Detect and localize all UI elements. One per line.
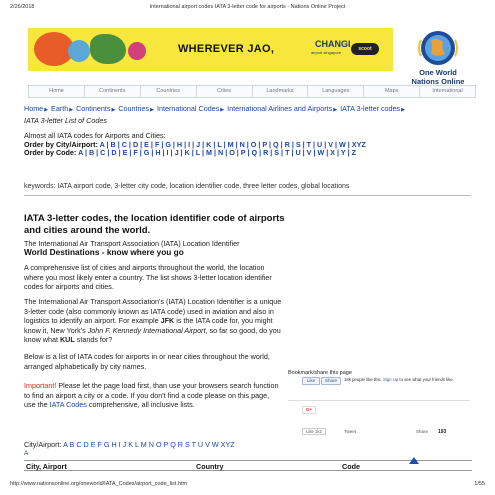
breadcrumb-arrow-icon: ▶ [69,107,74,113]
share-title: Bookmark/share this page [288,370,352,376]
breadcrumb-link[interactable]: Home [24,104,44,113]
article-paragraph: Important! Please let the page load first, than use your browsers search function to find an airport a city or a code. If you don't find a code please on this page, use the IATA Codes comprehensive, all inclusive lists. [24,381,279,409]
banner-art-shape [90,34,126,64]
share-stats-row [302,428,472,436]
section-anchor-a[interactable]: A [24,450,29,457]
site-logo[interactable] [413,28,463,68]
print-footer [10,481,485,491]
banner-partner-badge: scoot [351,43,379,55]
article-paragraph: Below is a list of IATA codes for airports in or near cities throughout the world, arranged alphabetically by city names. [24,352,270,371]
breadcrumb-link[interactable]: International Airlines and Airports [227,104,333,113]
page-title: IATA 3-letter codes, the location identifier code of airports and cities around the world. [24,213,285,236]
table-header [24,460,472,471]
order-city-label: Order by City/Airport: [24,139,98,149]
banner-brand: CHANGI [315,39,351,49]
nav-item-maps[interactable]: Maps [364,86,420,97]
breadcrumb-link[interactable]: IATA 3-letter codes [340,104,401,113]
breadcrumb-arrow-icon: ▶ [44,107,49,113]
print-date: 2/26/2018 [10,4,35,10]
airport-name-example: John F. Kennedy International Airport [87,325,206,335]
order-code-letters[interactable]: A | B | C | D | E | F | G | H | I | J | K | L | M | N | O | P | Q | R | S | T | U | V | W | X | Y | Z [78,148,356,157]
share-label: Share [416,429,429,434]
column-header-city: City, Airport [26,462,67,471]
order-by-code [24,148,356,157]
breadcrumb-link[interactable]: International Codes [156,104,220,113]
share-box [288,370,470,435]
keywords-line: keywords: IATA airport code, 3-letter city code, location identifier code, three letter codes, global locations [24,183,350,190]
facebook-row [288,377,470,389]
breadcrumb-arrow-icon: ▶ [111,107,116,113]
globe-logo-icon [413,28,463,68]
important-label: Important! [24,381,57,390]
banner-art-shape [68,40,90,62]
code-example-jfk: JFK [160,316,175,325]
nav-item-continents[interactable]: Continents [85,86,141,97]
nav-item-languages[interactable]: Languages [308,86,364,97]
iata-codes-link[interactable]: IATA Codes [49,400,87,409]
breadcrumb-arrow-icon: ▶ [220,107,225,113]
share-count: 193 [438,429,447,435]
alphabet-label: City/Airport: [24,440,62,449]
breadcrumb-current: IATA 3-letter List of Codes [24,115,107,125]
tweet-button[interactable]: Tweet [344,429,357,434]
nav-item-cities[interactable]: Cities [197,86,253,97]
print-header [10,4,485,14]
column-header-code: Code [342,462,360,471]
breadcrumb-arrow-icon: ▶ [333,107,338,113]
breadcrumb-arrow-icon: ▶ [401,107,406,113]
breadcrumb-link[interactable]: Earth [51,104,69,113]
google-plus-button[interactable]: G+ [302,406,316,414]
facebook-signup-link[interactable]: Sign Up [382,377,399,382]
alphabet-letters[interactable]: A B C D E F G H I J K L M N O P Q R S T U V W XYZ [63,440,235,449]
facebook-like-button[interactable]: Like [302,377,320,385]
ad-banner[interactable] [28,28,393,71]
breadcrumb-arrow-icon: ▶ [150,107,154,113]
article-intro: The International Air Transport Association (IATA) Location Identifier [24,239,240,248]
print-title: International airport codes IATA 3-letter code for airports - Nations Online Project [149,4,346,10]
divider [288,400,470,401]
article-paragraph: The International Air Transport Association's (IATA) Location Identifier is a unique 3-letter code (also commonly known as IATA code) used in aviation and also in logistics to identify an airport. For example JFK is the IATA code for, you might know it, New York's John F. Kennedy International Airport, so far so good, do you know what KUL stands for? [24,297,282,344]
nav-item-international[interactable]: International [420,86,475,97]
divider [24,195,471,196]
alphabet-index [24,440,235,449]
back-to-top-icon[interactable] [409,457,419,464]
order-code-label: Order by Code: [24,148,77,157]
nav-item-countries[interactable]: Countries [141,86,197,97]
banner-art-shape [128,42,146,60]
banner-tagline: WHEREVER JAO, [178,43,275,55]
order-city-letters[interactable]: A | B | C | D | E | F | G | H | I | J | K | L | M | N | O | P | Q | R | S | T | U | V | W | XYZ [99,139,366,149]
article-paragraph: A comprehensive list of cities and airports throughout the world, the location where you most likely enter a country. The list shows 3-letter location identifier codes for airports and cities. [24,263,272,291]
site-logo-text: One World Nations Online [411,68,465,86]
article-subheading: World Destinations - know where you go [24,247,184,257]
nav-item-home[interactable]: Home [29,86,85,97]
code-example-kul: KUL [59,335,75,344]
breadcrumb-link[interactable]: Continents [76,104,111,113]
banner-brand-sub: airport singapore [311,50,342,55]
print-page-number: 1/55 [474,481,485,487]
breadcrumb-link[interactable]: Countries [118,104,150,113]
like-count-button[interactable]: Like 1k2 [302,428,326,435]
index-intro: Almost all IATA codes for Airports and Cities: [24,131,166,140]
facebook-share-button[interactable]: Share [321,377,341,385]
print-url: http://www.nationsonline.org/oneworld/IATA_Codes/airport_code_list.htm [10,481,188,487]
facebook-like-count: 18k people like this. Sign Up to see what your friends like. [344,377,454,382]
main-nav [28,85,476,98]
nav-item-landmarks[interactable]: Landmarks [253,86,309,97]
breadcrumb [24,104,474,125]
column-header-country: Country [196,462,224,471]
